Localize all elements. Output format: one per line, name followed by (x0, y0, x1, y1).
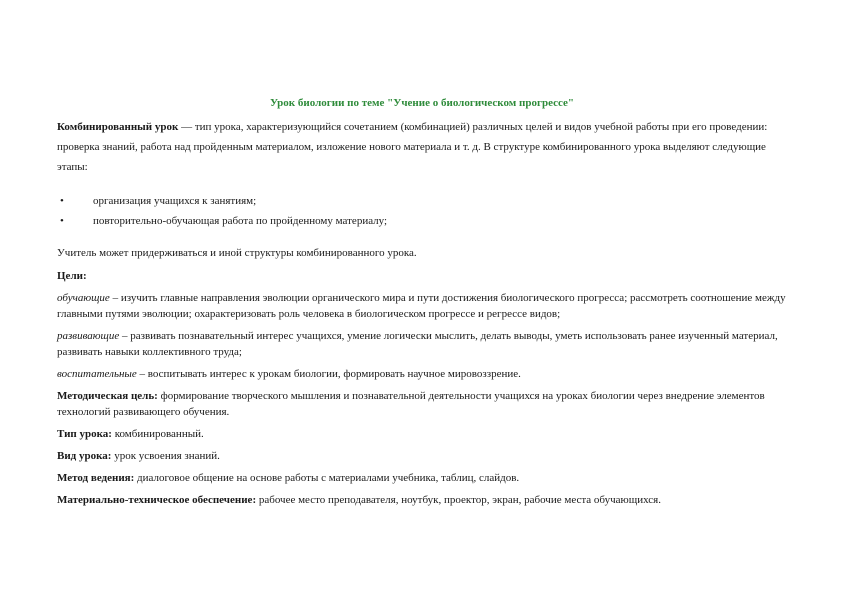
intro-text: — тип урока, характеризующийся сочетанием (комбинацией) различных целей и видов учебной работы при его проведении: проверка знаний, работа над пройденным материалом, изложение нового материала и т. д. В структуре комбинированного урока выделяют следующие этапы: (57, 121, 768, 173)
field-label: Тип урока: (57, 428, 112, 440)
field-label: Методическая цель: (57, 390, 158, 402)
stages-list (57, 191, 787, 231)
field-value: формирование творческого мышления и познавательной деятельности учащихся на уроках биологии через внедрение элементов технологий развивающего обучения. (57, 390, 765, 418)
list-item-text: повторительно-обучающая работа по пройденному материалу; (93, 215, 388, 227)
document-body (57, 95, 787, 514)
goals-heading (57, 268, 787, 284)
bullet-icon: • (60, 215, 64, 227)
field-value: комбинированный. (111, 428, 204, 440)
goal-term: обучающие (57, 292, 110, 304)
field-label: Вид урока: (57, 450, 112, 462)
goal-term: воспитательные (57, 368, 137, 380)
list-item (57, 191, 787, 211)
goal-text: – развивать познавательный интерес учащихся, умение логически мыслить, делать выводы, уметь использовать ранее изученный материал, развивать навыки коллективного труда; (57, 330, 778, 358)
goal-paragraph-educational (57, 366, 787, 382)
bullet-icon: • (60, 195, 64, 207)
field-label: Метод ведения: (57, 472, 135, 484)
list-item (57, 211, 787, 231)
intro-paragraph (57, 117, 787, 177)
goal-term: развивающие (57, 330, 120, 342)
list-item-text: организация учащихся к занятиям; (93, 195, 257, 207)
field-methodical-goal (57, 388, 787, 420)
field-method (57, 470, 787, 486)
field-value: рабочее место преподавателя, ноутбук, проектор, экран, рабочие места обучающихся. (256, 494, 661, 506)
goals-heading-label: Цели: (57, 270, 87, 282)
goal-paragraph-developing (57, 328, 787, 360)
intro-term: Комбинированный урок (57, 121, 179, 133)
field-value: диалоговое общение на основе работы с материалами учебника, таблиц, слайдов. (134, 472, 520, 484)
goal-paragraph-teaching (57, 290, 787, 322)
page-title: Урок биологии по теме "Учение о биологическом прогрессе" (270, 97, 574, 109)
field-lesson-type (57, 426, 787, 442)
field-value: урок усвоения знаний. (111, 450, 220, 462)
field-equipment (57, 492, 787, 508)
goal-text: – воспитывать интерес к урокам биологии, формировать научное мировоззрение. (136, 368, 521, 380)
field-label: Материально-техническое обеспечение: (57, 494, 257, 506)
structure-note: Учитель может придерживаться и иной структуры комбинированного урока. (57, 247, 417, 259)
goal-text: – изучить главные направления эволюции органического мира и пути достижения биологического прогресса; рассмотреть соотношение между главными путями эволюции; охарактеризовать роль человека в биологическом прогрессе и регрессе видов; (57, 292, 786, 320)
field-lesson-kind (57, 448, 787, 464)
